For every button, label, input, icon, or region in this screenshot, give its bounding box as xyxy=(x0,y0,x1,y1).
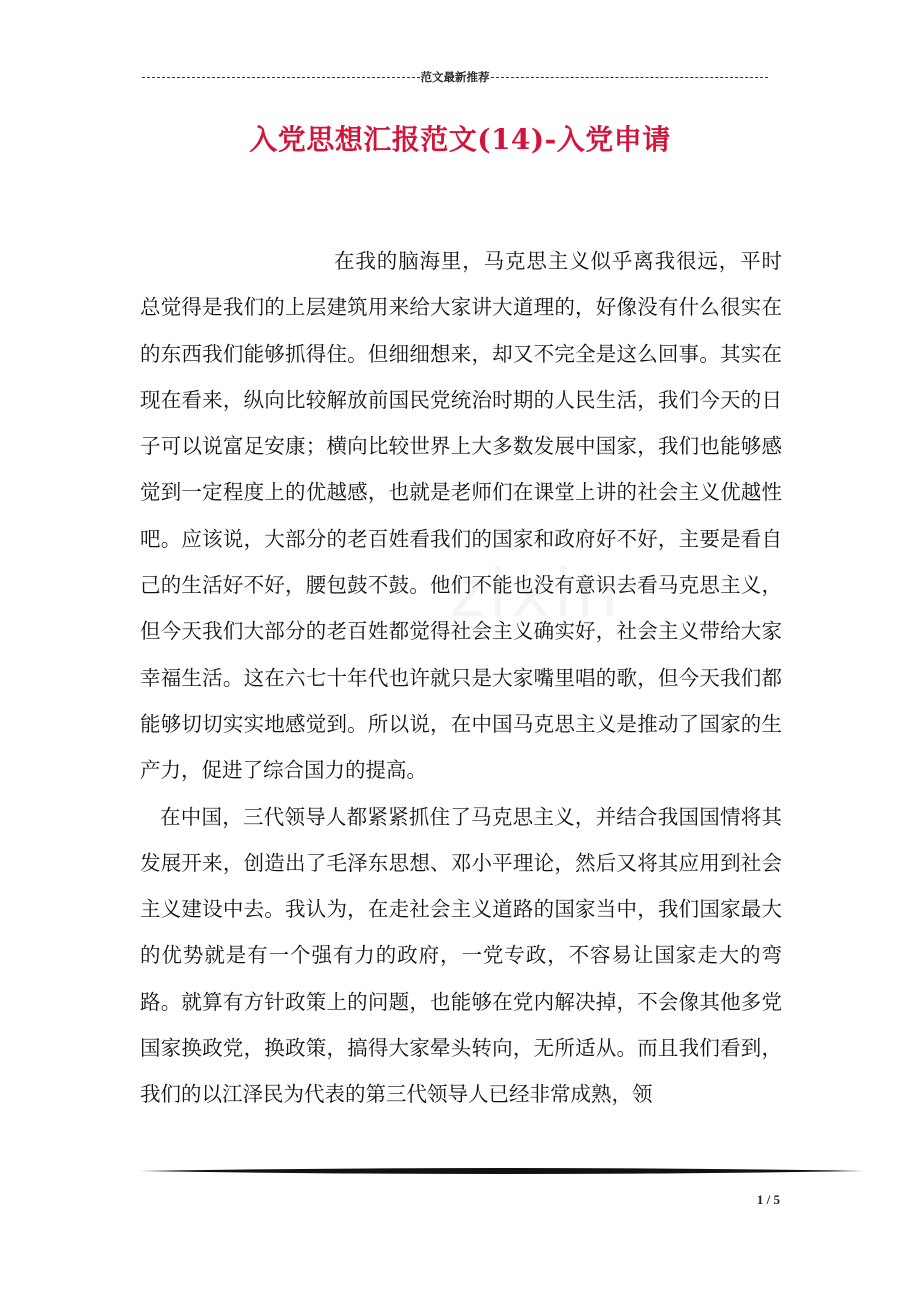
paragraph-1: 在我的脑海里，马克思主义似乎离我很远，平时总觉得是我们的上层建筑用来给大家讲大道理的，好像没有什么很实在的东西我们能够抓得住。但细细想来，却又不完全是这么回事。其实在现在看来，纵向比较解放前国民党统治时期的人民生活，我们今天的日子可以说富足安康；横向比较世界上大多数发展中国家，我们也能够感觉到一定程度上的优越感，也就是老师们在课堂上讲的社会主义优越性吧。应该说，大部分的老百姓看我们的国家和政府好不好，主要是看自己的生活好不好，腰包鼓不鼓。他们不能也没有意识去看马克思主义，但今天我们大部分的老百姓都觉得社会主义确实好，社会主义带给大家幸福生活。这在六七十年代也许就只是大家嘴里唱的歌，但今天我们都能够切切实实地感觉到。所以说，在中国马克思主义是推动了国家的生产力，促进了综合国力的提高。 xyxy=(140,249,782,783)
header-label: 范文最新推荐 xyxy=(420,70,490,84)
document-body xyxy=(140,238,782,1118)
page-header xyxy=(142,68,768,86)
paragraph-2: 在中国，三代领导人都紧紧抓住了马克思主义，并结合我国国情将其发展开来，创造出了毛泽东思想、邓小平理论，然后又将其应用到社会主义建设中去。我认为，在走社会主义道路的国家当中，我们国家最大的优势就是有一个强有力的政府，一党专政，不容易让国家走大的弯路。就算有方针政策上的问题，也能够在党内解决掉，不会像其他多党国家换政党，换政策，搞得大家晕头转向，无所适从。而且我们看到，我们的以江泽民为代表的第三代领导人已经非常成熟，领 xyxy=(140,804,782,1107)
page-number: 1 / 5 xyxy=(756,1192,780,1207)
header-dash-right xyxy=(491,77,769,78)
header-dash-left xyxy=(142,77,420,78)
footer-rule xyxy=(140,1166,864,1176)
document-title: 入党思想汇报范文(14)-入党申请 xyxy=(249,123,671,156)
